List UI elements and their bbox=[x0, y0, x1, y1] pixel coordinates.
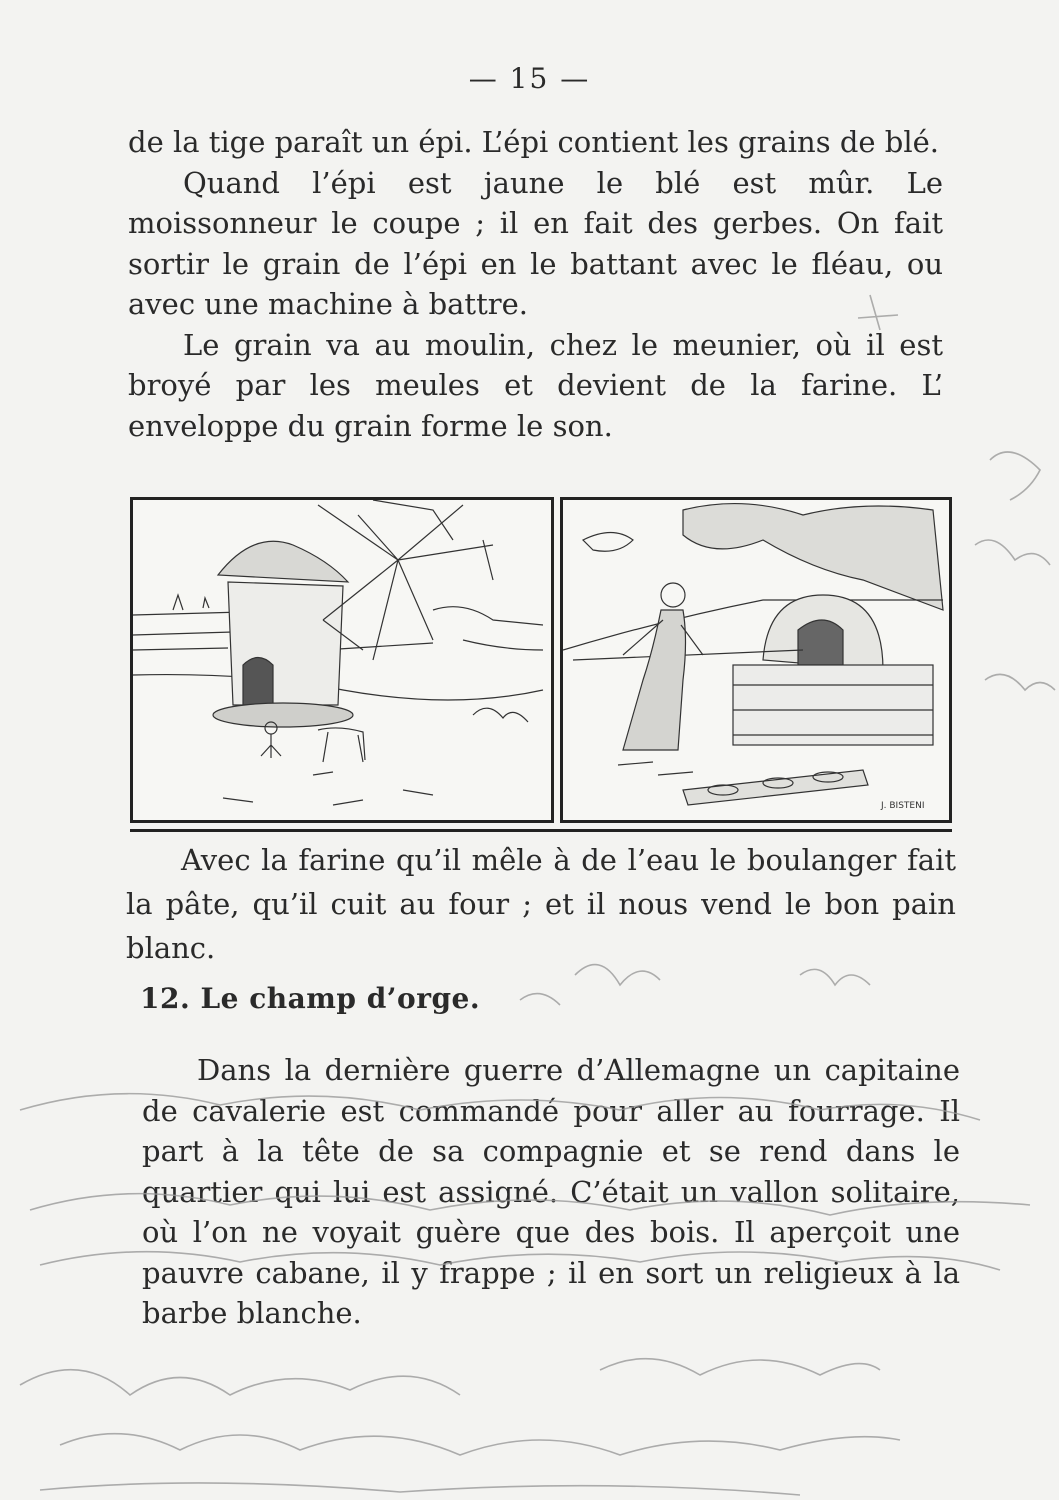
text-block-baker bbox=[126, 838, 956, 970]
section-heading: 12. Le champ d’orge. bbox=[140, 982, 481, 1015]
text-block-story bbox=[142, 1050, 960, 1334]
baker-drawing bbox=[563, 500, 949, 820]
paragraph-baker: Avec la farine qu’il mêle à de l’eau le boulanger fait la pâte, qu’il cuit au four ; et il nous vend le bon pain blanc. bbox=[126, 843, 956, 965]
windmill-drawing bbox=[133, 500, 551, 820]
paragraph-harvest: Quand l’épi est jaune le blé est mûr. Le moissonneur le coupe ; il en fait des gerbes. On fait sortir le grain de l’épi en le battant avec le fléau, ou avec une machine à battre. bbox=[128, 165, 943, 321]
bread-oven-illustration bbox=[560, 497, 952, 823]
paragraph-mill: Le grain va au moulin, chez le meunier, où il est broyé par les meules et devient de la farine. L’ enveloppe du grain forme le son. bbox=[128, 327, 943, 443]
page-number: — 15 — bbox=[468, 62, 591, 95]
text-block-top bbox=[128, 122, 943, 446]
paragraph-grain-of-wheat: de la tige paraît un épi. L’épi contient les grains de blé. bbox=[128, 125, 939, 159]
paragraph-captain: Dans la dernière guerre d’Allemagne un capitaine de cavalerie est commandé pour aller au fourrage. Il part à la tête de sa compagnie et se rend dans le quartier qui lui est assigné. C’était un vallon solitaire, où l’on ne voyait guère que des bois. Il aperçoit une pauvre cabane, il y frappe ; il en sort un religieux à la barbe blanche. bbox=[142, 1053, 960, 1330]
illustration bbox=[130, 497, 952, 832]
windmill-illustration bbox=[130, 497, 554, 823]
illustrator-signature: J. BISTENI bbox=[881, 801, 925, 811]
